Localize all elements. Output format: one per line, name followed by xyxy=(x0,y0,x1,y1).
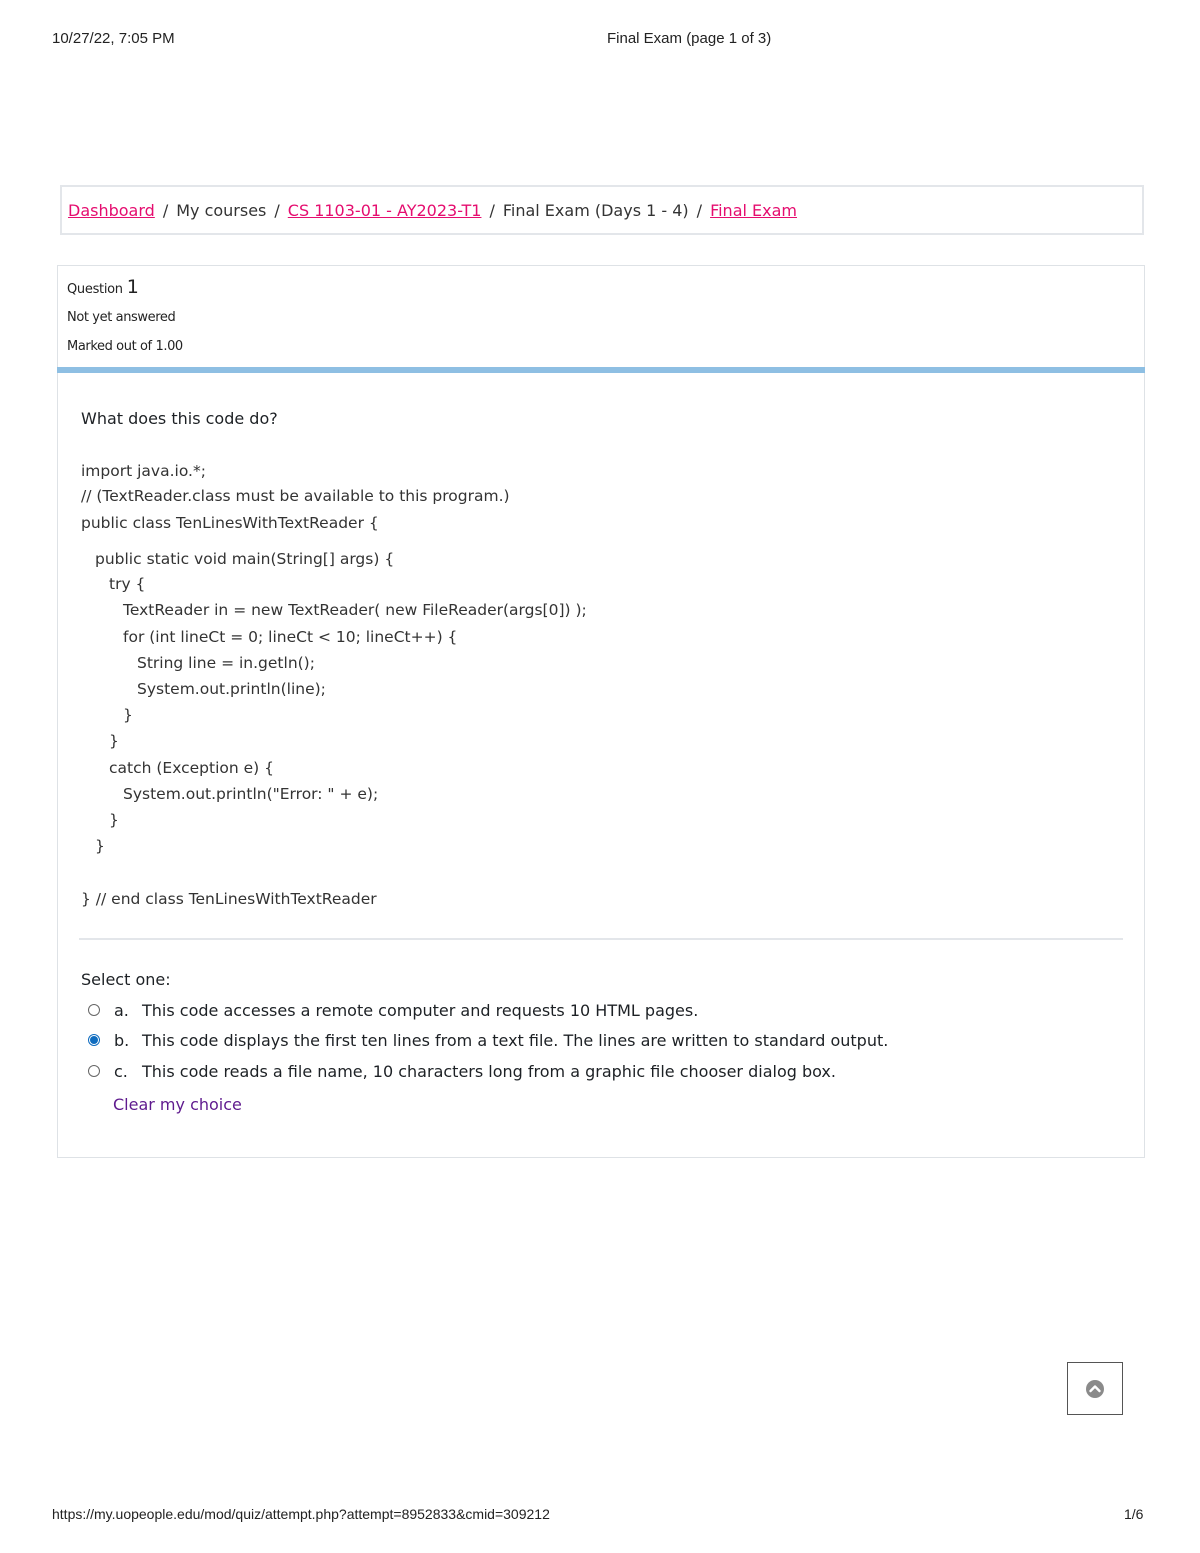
breadcrumb-separator: / xyxy=(162,200,169,220)
option-text: This code displays the first ten lines from a text file. The lines are written to standard output. xyxy=(142,1030,889,1050)
code-line: } xyxy=(123,706,133,724)
breadcrumb-separator: / xyxy=(489,200,495,220)
print-page-title: Final Exam (page 1 of 3) xyxy=(607,30,772,47)
breadcrumb-quiz-link[interactable]: Final Exam xyxy=(710,200,797,220)
question-number: 1 xyxy=(126,276,139,298)
option-letter: b. xyxy=(114,1030,130,1050)
breadcrumb-my-courses: My courses xyxy=(176,200,267,220)
radio-button-selected[interactable] xyxy=(88,1034,100,1046)
print-page-number: 1/6 xyxy=(1124,1506,1144,1522)
code-line: } xyxy=(109,811,119,829)
clear-my-choice-link[interactable]: Clear my choice xyxy=(113,1095,242,1114)
code-line: public class TenLinesWithTextReader { xyxy=(81,514,379,532)
code-line: catch (Exception e) { xyxy=(109,759,274,777)
radio-button[interactable] xyxy=(88,1004,100,1016)
code-line: public static void main(String[] args) { xyxy=(95,550,395,568)
code-line: } xyxy=(95,837,105,855)
option-letter: c. xyxy=(114,1061,128,1081)
answer-option-b[interactable] xyxy=(88,1028,888,1052)
breadcrumb-separator: / xyxy=(696,200,703,220)
question-text: What does this code do? xyxy=(81,409,278,428)
code-line: try { xyxy=(109,575,146,593)
print-url: https://my.uopeople.edu/mod/quiz/attempt.php?attempt=8952833&cmid=309212 xyxy=(52,1506,550,1522)
question-grade: Marked out of 1.00 xyxy=(67,339,183,354)
code-line: String line = in.getln(); xyxy=(137,654,315,672)
chevron-up-circle-icon xyxy=(1085,1379,1105,1399)
answer-option-c[interactable] xyxy=(88,1059,836,1083)
option-letter: a. xyxy=(114,1000,129,1020)
option-text: This code accesses a remote computer and requests 10 HTML pages. xyxy=(142,1000,699,1020)
option-text: This code reads a file name, 10 characters long from a graphic file chooser dialog box. xyxy=(142,1061,836,1081)
radio-button[interactable] xyxy=(88,1065,100,1077)
code-line: } // end class TenLinesWithTextReader xyxy=(81,890,377,908)
breadcrumb-dashboard-link[interactable]: Dashboard xyxy=(68,200,155,220)
question-label: Question xyxy=(67,282,123,297)
breadcrumb-section: Final Exam (Days 1 - 4) xyxy=(502,200,689,220)
code-line: } xyxy=(109,732,119,750)
breadcrumb-separator: / xyxy=(274,200,280,220)
print-datetime: 10/27/22, 7:05 PM xyxy=(52,30,175,47)
question-state: Not yet answered xyxy=(67,310,176,325)
answer-divider xyxy=(79,938,1123,940)
code-line: // (TextReader.class must be available to this program.) xyxy=(81,487,510,505)
answer-option-a[interactable] xyxy=(88,998,698,1022)
code-line: for (int lineCt = 0; lineCt < 10; lineCt++) { xyxy=(123,628,458,646)
code-line: import java.io.*; xyxy=(81,462,206,480)
code-line: System.out.println(line); xyxy=(137,680,326,698)
code-line: System.out.println("Error: " + e); xyxy=(123,785,379,803)
code-line: TextReader in = new TextReader( new FileReader(args[0]) ); xyxy=(123,601,587,619)
back-to-top-button[interactable] xyxy=(1067,1362,1123,1415)
select-one-prompt: Select one: xyxy=(81,970,171,989)
question-number-row xyxy=(67,276,139,298)
breadcrumb-course-link[interactable]: CS 1103-01 - AY2023-T1 xyxy=(287,200,482,220)
question-content xyxy=(57,373,1145,1158)
question-info xyxy=(57,265,1145,367)
breadcrumb xyxy=(60,185,1144,235)
